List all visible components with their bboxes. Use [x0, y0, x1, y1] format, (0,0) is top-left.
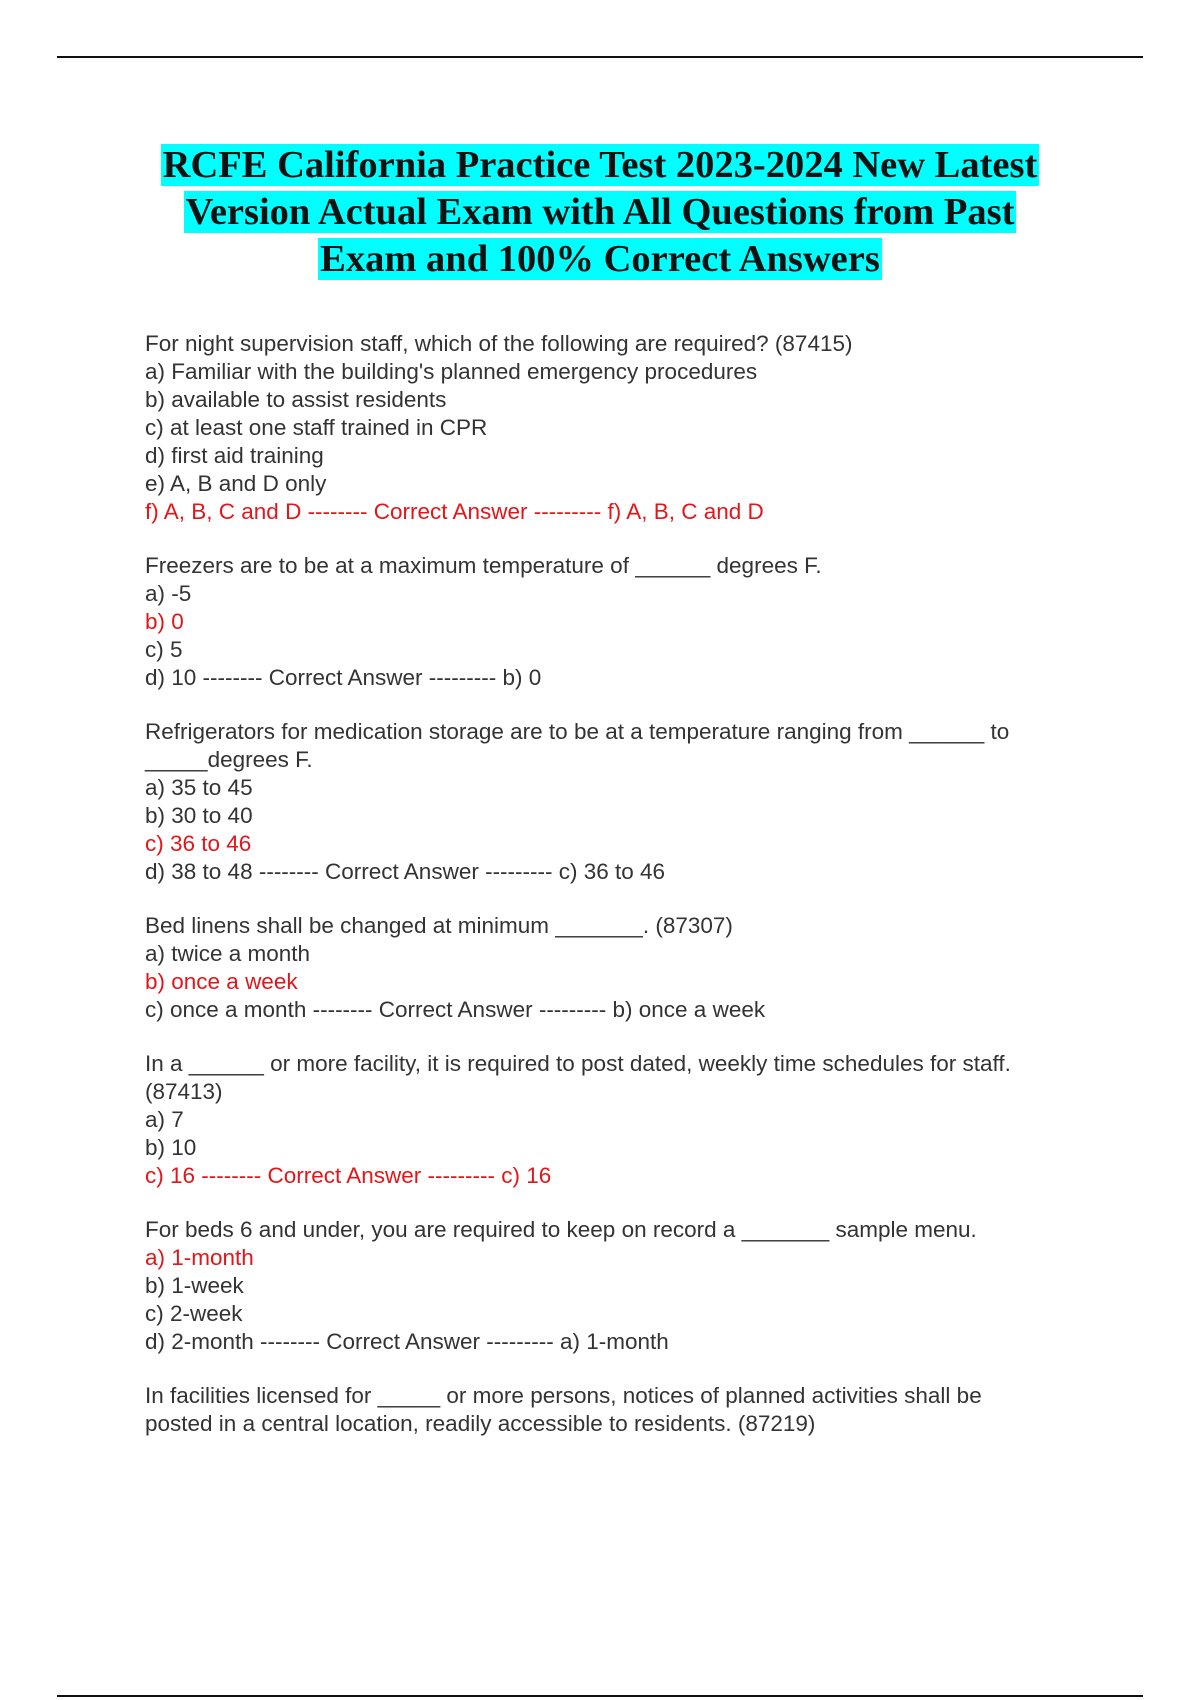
answer-line: posted in a central location, readily accessible to residents. (87219)	[145, 1411, 816, 1436]
answer-line: (87413)	[145, 1079, 223, 1104]
question-text: For night supervision staff, which of the following are required? (87415)	[145, 331, 853, 356]
question-block	[145, 718, 1085, 886]
question-text: In facilities licensed for _____ or more persons, notices of planned activities shall be	[145, 1383, 982, 1408]
question-text: Freezers are to be at a maximum temperature of ______ degrees F.	[145, 553, 822, 578]
top-rule	[57, 56, 1143, 58]
title-line-1: RCFE California Practice Test 2023-2024 New Latest	[162, 144, 1038, 186]
title-line-2: Version Actual Exam with All Questions from Past	[185, 191, 1015, 233]
answer-line: c) once a month -------- Correct Answer --------- b) once a week	[145, 997, 766, 1022]
answer-line: a) 35 to 45	[145, 775, 253, 800]
question-text: In a ______ or more facility, it is required to post dated, weekly time schedules for staff.	[145, 1051, 1011, 1076]
answer-line: d) 10 -------- Correct Answer --------- b) 0	[145, 665, 542, 690]
question-block	[145, 1050, 1085, 1190]
answer-line: _____degrees F.	[145, 747, 313, 772]
question-text: Bed linens shall be changed at minimum _______. (87307)	[145, 913, 733, 938]
answer-line: a) -5	[145, 581, 192, 606]
answer-line: b) available to assist residents	[145, 387, 447, 412]
answer-line: a) twice a month	[145, 941, 311, 966]
question-block	[145, 1382, 1085, 1438]
question-block	[145, 1216, 1085, 1356]
answer-line: d) 38 to 48 -------- Correct Answer --------- c) 36 to 46	[145, 859, 666, 884]
document-title	[100, 142, 1100, 283]
answer-line-correct: b) once a week	[145, 969, 298, 994]
questions-list	[145, 330, 1085, 1464]
title-line-3: Exam and 100% Correct Answers	[320, 238, 880, 280]
answer-line: b) 10	[145, 1135, 197, 1160]
question-text: For beds 6 and under, you are required to keep on record a _______ sample menu.	[145, 1217, 977, 1242]
answer-line: c) at least one staff trained in CPR	[145, 415, 488, 440]
answer-line-correct: f) A, B, C and D -------- Correct Answer --------- f) A, B, C and D	[145, 499, 764, 524]
bottom-rule	[57, 1695, 1143, 1697]
answer-line: a) 7	[145, 1107, 184, 1132]
answer-line: d) 2-month -------- Correct Answer --------- a) 1-month	[145, 1329, 669, 1354]
question-block	[145, 552, 1085, 692]
answer-line: b) 1-week	[145, 1273, 244, 1298]
answer-line: c) 5	[145, 637, 183, 662]
answer-line: c) 2-week	[145, 1301, 243, 1326]
answer-line-correct: b) 0	[145, 609, 184, 634]
answer-line: e) A, B and D only	[145, 471, 327, 496]
answer-line: d) first aid training	[145, 443, 324, 468]
question-block	[145, 912, 1085, 1024]
answer-line-correct: a) 1-month	[145, 1245, 254, 1270]
question-text: Refrigerators for medication storage are to be at a temperature ranging from ______ to	[145, 719, 1010, 744]
answer-line-correct: c) 16 -------- Correct Answer --------- c) 16	[145, 1163, 552, 1188]
answer-line: b) 30 to 40	[145, 803, 253, 828]
answer-line-correct: c) 36 to 46	[145, 831, 252, 856]
question-block	[145, 330, 1085, 526]
answer-line: a) Familiar with the building's planned emergency procedures	[145, 359, 758, 384]
